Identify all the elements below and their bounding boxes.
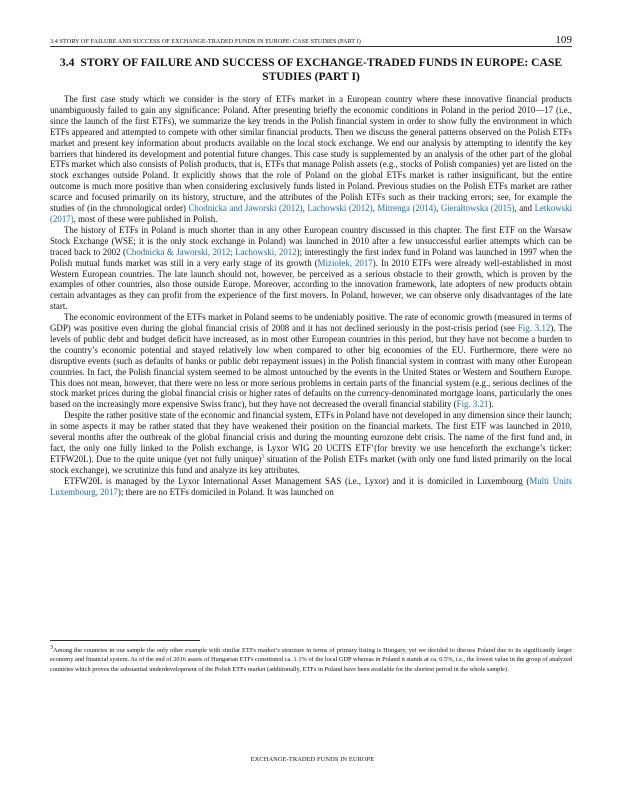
section-title [50,56,572,84]
section-number: 3.4 [59,56,75,69]
header-rule [50,46,572,47]
citation-link[interactable]: Gierałtowska (2015) [440,203,515,214]
footnote [50,646,572,674]
paragraph-text: The history of ETFs in Poland is much shorter than in any other European country discussed in this chapter. The first ETF on the Warsaw Stock Exchange (WSE; it is the only stock exchange in Poland) was launched in 2010 after a few unsuccessful earlier attempts which can be traced back to 2002 ( [50,224,572,257]
separator: , [372,203,378,214]
footnote-number: 3 [50,644,53,651]
section-title-text: STORY OF FAILURE AND SUCCESS OF EXCHANGE-TRADED FUNDS IN EUROPE: CASE STUDIES (PART I) [80,56,563,83]
paragraph-text: ). [488,399,494,410]
paragraph-text: ). The levels of public debt and budget deficit have increased, as in most other European countries in this period, but they have not become a burden to the country’s economic potential and stayed relatively low when compared to other big economies of the EU. Furthermore, there were no disruptive events (such as defaults of banks or public debt repayment issues) in the Polish financial system in contrast with many other European countries. In fact, the Polish financial system seemed to be almost untouched by the events in the United States or Western and Southern Europe. This does not mean, however, that there were no less or more serious problems in certain parts of the financial system (e.g., serious declines of the stock market prices during the global financial crisis or higher rates of defaults on the currency-denominated mortgage loans, particularly the ones based on the increasingly more expensive Swiss franc), but they have not decreased the overall financial stability ( [50,323,573,410]
page-footer: EXCHANGE-TRADED FUNDS IN EUROPE [250,756,375,763]
separator: , [302,203,308,214]
paragraph-1 [50,94,572,225]
footnote-rule [50,640,200,641]
separator: , [436,203,441,214]
running-head [50,34,572,46]
citation-link[interactable]: Lachowski (2012) [307,203,373,214]
citation-link[interactable]: Multi Units Luxembourg, 2017 [50,475,572,497]
paragraph-2 [50,225,572,312]
paragraph-text: The first case study which we consider is the story of ETFs market in a European country where these innovative financial products unambiguously failed to gain any significance: Poland. After presenting briefly the economic conditions in Poland in the period 2010—17 (i.e., since the launch of the first ETFs), we summarize the key trends in the Polish financial system in order to show fully the environment in which ETFs appeared and attempted to compete with other similar financial products. Then we discuss the general patterns observed on the Polish ETFs market and present key information about products available on the local stock exchange. We end our analysis by attempting to identify the key barriers that hindered its development and potential future changes. This case study is supplemented by an analysis of the other part of the global ETFs market which also consists of Polish products, that is, ETFs that manage Polish assets (e.g., stocks of Polish companies) yet are listed on the stock exchanges outside Poland. It explicitly shows that the role of Poland on the global ETFs market is rather insignificant, but the entire outcome is much more positive than when considering exclusively funds listed in Poland. Previous studies on the Polish ETFs market are rather scarce and focused primarily on its history, structure, and the attributes of the Polish ETFs such as their tracking errors; see, for example the studies of (in the chronological order) [50,94,572,214]
paragraph-text: ); there are no ETFs domiciled in Poland. It was launched on [117,486,334,497]
citation-link[interactable]: Letkowski (2017) [50,203,573,224]
figure-link[interactable]: Fig. 3.21 [456,399,489,410]
paragraph-text: ). In 2010 ETFs were already well-established in most Western European countries. The late launch should not, however, be perceived as a serious obstacle to their growth, which is proven by the examples of other countries, also those outside Europe. Moreover, according to the innovation framework, late adopters of new products obtain certain advantages as they can profit from the experience of the first movers. In Poland, however, we can observe only disadvantages of the late start. [50,257,572,312]
running-title: 3.4 STORY OF FAILURE AND SUCCESS OF EXCHANGE-TRADED FUNDS IN EUROPE: CASE STUDIES (PART I) [50,38,361,45]
paragraph-5 [50,476,572,498]
figure-link[interactable]: Fig. 3.12 [517,323,551,334]
footnote-text: Among the countries in our sample the only other example with similar ETFs market’s structure in terms of primary listing is Hungary, yet we decided to discuss Poland due to its significantly larger economy and financial system. As of the end of 2016 assets of Hungarian ETFs constituted ca. 1.1% of the local GDP whereas in Poland it stands at ca. 0.5%, i.e., the lowest value in the group of analyzed countries which proves the substantial underdevelopment of the Polish ETFs market (additionally, ETFs in Poland have been available for the shortest period in the whole sample). [50,647,572,673]
paragraph-text: ETFW20L is managed by the Lyxor International Asset Management SAS (i.e., Lyxor) and it is domiciled in Luxembourg ( [64,475,530,486]
body-text [50,94,572,498]
citation-link[interactable]: Chodnicka and Jaworski (2012) [188,203,303,214]
citation-link[interactable]: Miziołek, 2017 [317,257,373,268]
paragraph-text: situation of the Polish ETFs market (with only one fund listed primarily on the local stock exchange), we scrutinize this fund and analyze its key attributes. [50,453,572,475]
footnote-marker[interactable]: 3 [261,453,265,460]
paragraph-4 [50,410,572,475]
page-number: 109 [555,34,572,46]
paragraph-3 [50,312,572,410]
paragraph-text: ); interestingly the first index fund in Poland was launched in 1997 when the Polish mutual funds market was still in a very early stage of its growth ( [50,246,572,268]
separator: , and [514,203,535,214]
citation-link[interactable]: Mitrenga (2014) [377,203,437,214]
paragraph-text: , most of these were published in Polish. [73,213,218,224]
citation-link[interactable]: Chodnicka & Jaworski, 2012; Lachowski, 2012 [125,246,297,257]
paragraph-text: The economic environment of the ETFs market in Poland seems to be undeniably positive. The rate of economic growth (measured in terms of GDP) was positive even during the global financial crisis of 2008 and it has not declined seriously in the post-crisis period (see [50,312,572,334]
paragraph-text: Despite the rather positive state of the economic and financial system, ETFs in Poland have not developed in any dimension since their launch; in some aspects it may be rather stated that they have weakened their position on the financial markets. The first ETF was launched in 2010, several months after the outbreak of the global financial crisis and during the mounting eurozone debt crisis. The name of the first fund and, in fact, the only one fully linked to the Polish exchange, is Lyxor WIG 20 UCITS ETF’(for brevity we use henceforth the exchange’s ticker: ETFW20L). Due to the quite unique (yet not fully unique) [50,410,572,464]
